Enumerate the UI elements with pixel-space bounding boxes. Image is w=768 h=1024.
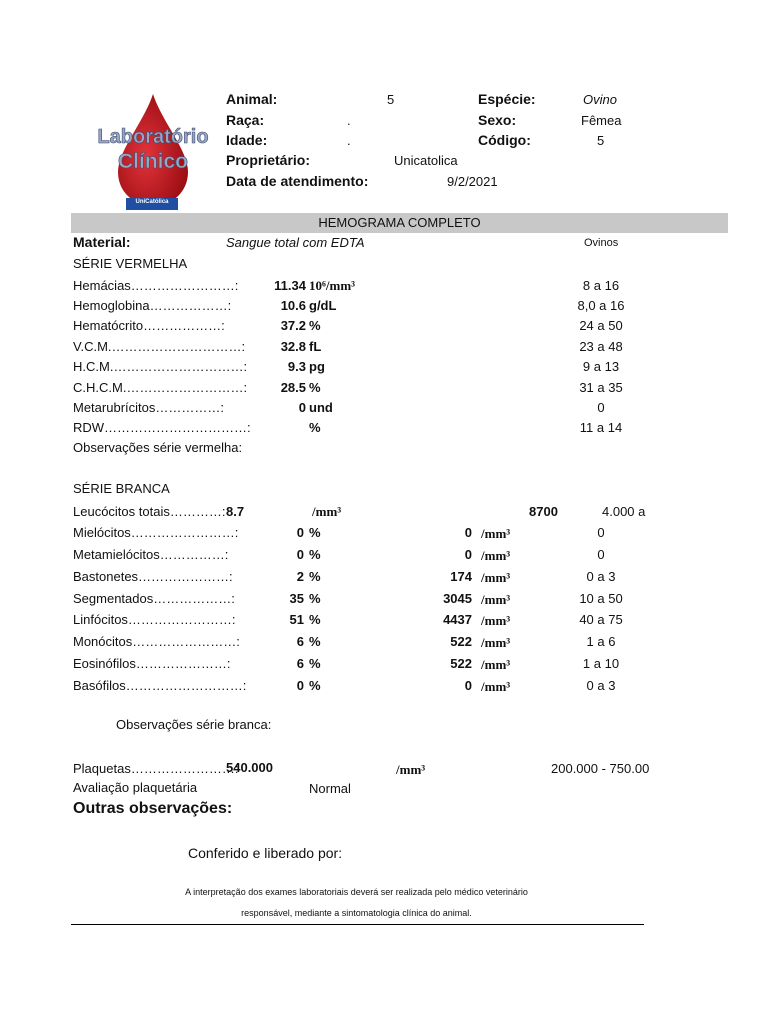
red-row-reference: 9 a 13 <box>582 359 620 374</box>
red-row-value: 10.6 <box>280 298 306 313</box>
white-row-absolute-unit: /mm³ <box>481 592 511 607</box>
avaliacao-plaquetaria-label: Avaliação plaquetária <box>73 780 198 795</box>
especie-value: Ovino <box>583 92 617 107</box>
especie-label: Espécie: <box>478 91 536 107</box>
white-row-absolute: 174 <box>450 569 472 584</box>
white-row-percent-unit: % <box>309 656 321 671</box>
red-row-label: H.C.M.…………………………: <box>73 359 248 374</box>
white-row-percent-unit: % <box>309 569 321 584</box>
red-row-value: 37.2 <box>280 318 306 333</box>
red-row-value: 9.3 <box>287 359 306 374</box>
white-row-label: Bastonetes…………………: <box>73 569 233 584</box>
codigo-label: Código: <box>478 132 531 148</box>
red-row-unit: g/dL <box>309 298 337 313</box>
white-row-label: Basófilos………………………: <box>73 678 247 693</box>
red-row-label: Hemácias……………………: <box>73 278 239 293</box>
red-row-reference: 24 a 50 <box>579 318 623 333</box>
white-row-reference: 0 <box>597 525 605 540</box>
red-row-value: 32.8 <box>280 339 306 354</box>
white-row-percent: 0 <box>296 547 304 562</box>
data-label: Data de atendimento: <box>226 173 369 189</box>
footer-note-line2: responsável, mediante a sintomatologia clínica do animal. <box>241 908 472 918</box>
red-row-reference: 0 <box>597 400 605 415</box>
white-row-percent: 6 <box>296 656 304 671</box>
proprietario-value: Unicatolica <box>394 153 458 168</box>
white-row-absolute: 0 <box>464 547 472 562</box>
white-row-absolute-unit: /mm³ <box>481 613 511 628</box>
plaquetas-value: 540.000 <box>226 760 273 775</box>
white-row-label: Segmentados………………: <box>73 591 235 606</box>
logo-line2: Clínico <box>117 150 188 173</box>
red-row-value: 0 <box>298 400 306 415</box>
animal-value: 5 <box>387 92 395 107</box>
sexo-label: Sexo: <box>478 112 517 128</box>
red-row-reference: 8 a 16 <box>582 278 620 293</box>
white-row-percent-unit: % <box>309 678 321 693</box>
outras-observacoes-title: Outras observações: <box>73 800 233 817</box>
obs-serie-vermelha: Observações série vermelha: <box>73 440 243 455</box>
logo-line1: Laboratório <box>97 126 209 148</box>
proprietario-label: Proprietário: <box>226 152 311 168</box>
white-row-absolute: 522 <box>450 634 472 649</box>
leucocitos-abs: 8700 <box>529 504 558 519</box>
white-row-percent-unit: % <box>309 591 321 606</box>
footer-divider <box>71 924 644 925</box>
material-value: Sangue total com EDTA <box>226 235 365 250</box>
white-row-reference: 40 a 75 <box>579 612 623 627</box>
red-row-label: V.C.M.…………………………: <box>73 339 246 354</box>
red-row-unit: fL <box>309 339 322 354</box>
plaquetas-ref: 200.000 - 750.00 <box>551 761 650 776</box>
white-row-absolute-unit: /mm³ <box>481 548 511 563</box>
white-row-percent: 0 <box>296 678 304 693</box>
logo-badge: UniCatólica <box>135 199 169 205</box>
raca-label: Raça: <box>226 112 265 128</box>
plaquetas-unit: /mm³ <box>396 762 426 777</box>
white-row-reference: 10 a 50 <box>579 591 623 606</box>
white-row-label: Eosinófilos…………………: <box>73 656 231 671</box>
white-row-reference: 1 a 6 <box>586 634 616 649</box>
leucocitos-value: 8.7 <box>226 504 245 519</box>
red-row-reference: 8,0 a 16 <box>577 298 625 313</box>
white-row-absolute: 3045 <box>443 591 472 606</box>
white-row-label: Monócitos……………………: <box>73 634 240 649</box>
white-row-absolute-unit: /mm³ <box>481 635 511 650</box>
red-row-label: C.H.C.M.………………………: <box>73 380 248 395</box>
idade-label: Idade: <box>226 132 268 148</box>
white-row-label: Linfócitos……………………: <box>73 612 236 627</box>
reference-species: Ovinos <box>584 237 619 249</box>
white-row-percent: 6 <box>296 634 304 649</box>
codigo-value: 5 <box>597 133 605 148</box>
red-row-value: 11.34 <box>274 278 306 293</box>
red-row-unit: % <box>309 420 321 435</box>
white-row-absolute: 0 <box>464 678 472 693</box>
red-row-reference: 31 a 35 <box>579 380 623 395</box>
white-row-percent: 0 <box>296 525 304 540</box>
red-row-unit: % <box>309 318 321 333</box>
red-row-unit: % <box>309 380 321 395</box>
banner-title: HEMOGRAMA COMPLETO <box>318 215 481 230</box>
footer-note-line1: A interpretação dos exames laboratoriais deverá ser realizada pelo médico veterinário <box>185 887 528 897</box>
white-row-percent: 35 <box>289 591 304 606</box>
sexo-value: Fêmea <box>581 113 622 128</box>
data-value: 9/2/2021 <box>447 174 498 189</box>
red-row-unit: und <box>309 400 333 415</box>
white-row-percent: 2 <box>296 569 304 584</box>
red-row-reference: 11 a 14 <box>579 420 623 435</box>
white-row-percent-unit: % <box>309 547 321 562</box>
white-row-reference: 1 a 10 <box>582 656 620 671</box>
white-row-absolute-unit: /mm³ <box>481 657 511 672</box>
white-row-absolute: 522 <box>450 656 472 671</box>
leucocitos-label: Leucócitos totais…………: <box>73 504 226 519</box>
animal-label: Animal: <box>226 91 278 107</box>
red-row-reference: 23 a 48 <box>579 339 623 354</box>
avaliacao-plaquetaria-value: Normal <box>309 781 351 796</box>
idade-value: . <box>347 133 351 148</box>
leucocitos-ref: 4.000 a <box>602 504 646 519</box>
white-row-label: Metamielócitos……………: <box>73 547 229 562</box>
white-row-reference: 0 a 3 <box>586 569 616 584</box>
red-row-unit: 10⁶/mm³ <box>309 278 356 293</box>
plaquetas-label: Plaquetas……………………: <box>73 761 239 776</box>
white-row-reference: 0 a 3 <box>586 678 616 693</box>
conferido-label: Conferido e liberado por: <box>188 845 343 861</box>
white-row-absolute-unit: /mm³ <box>481 570 511 585</box>
red-row-label: Metarubrícitos……………: <box>73 400 224 415</box>
white-row-percent-unit: % <box>309 634 321 649</box>
red-row-unit: pg <box>309 359 325 374</box>
white-row-label: Mielócitos……………………: <box>73 525 239 540</box>
white-row-percent-unit: % <box>309 612 321 627</box>
red-row-value: 28.5 <box>280 380 306 395</box>
serie-branca-title: SÉRIE BRANCA <box>73 481 170 496</box>
white-row-absolute: 4437 <box>443 612 472 627</box>
red-row-label: RDW……………………………: <box>73 420 251 435</box>
obs-serie-branca: Observações série branca: <box>116 717 272 732</box>
white-row-percent-unit: % <box>309 525 321 540</box>
red-row-label: Hematócrito………………: <box>73 318 225 333</box>
white-row-absolute: 0 <box>464 525 472 540</box>
white-row-reference: 0 <box>597 547 605 562</box>
section-banner <box>71 213 728 233</box>
white-row-percent: 51 <box>289 612 304 627</box>
red-row-label: Hemoglobina………………: <box>73 298 232 313</box>
material-label: Material: <box>73 234 131 250</box>
serie-vermelha-title: SÉRIE VERMELHA <box>73 256 188 271</box>
leucocitos-unit: /mm³ <box>312 504 342 519</box>
white-row-absolute-unit: /mm³ <box>481 526 511 541</box>
white-row-absolute-unit: /mm³ <box>481 679 511 694</box>
laboratory-logo <box>92 92 214 216</box>
raca-value: . <box>347 113 351 128</box>
